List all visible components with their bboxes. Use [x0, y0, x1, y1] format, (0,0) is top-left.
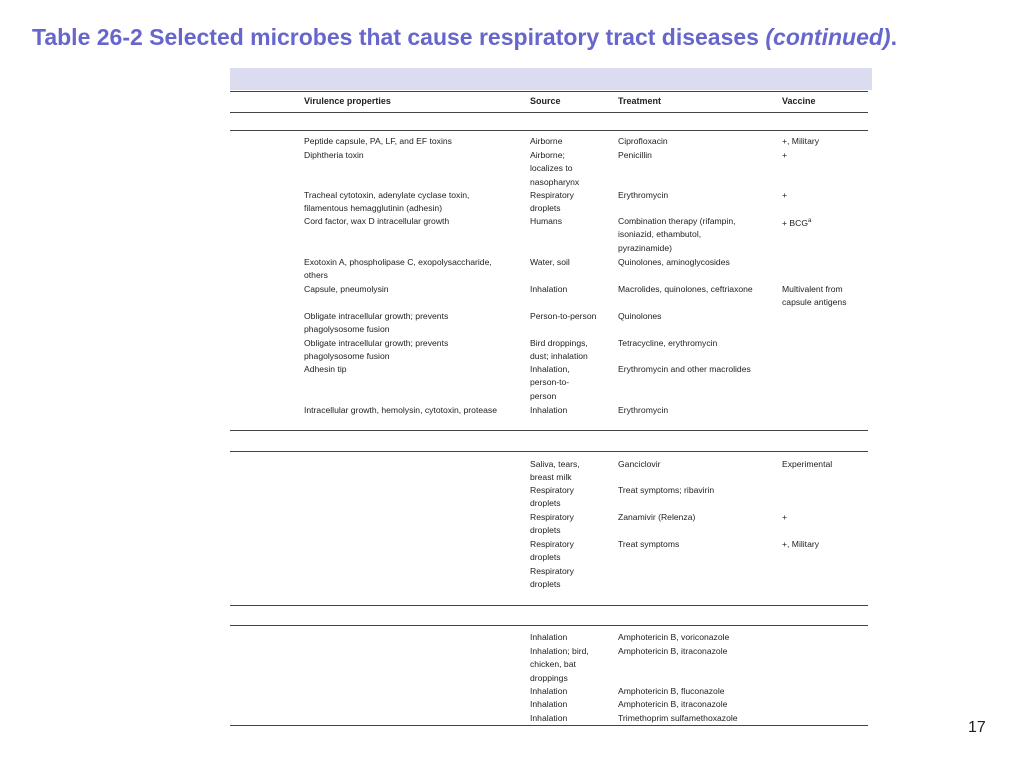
cell-treatment: Amphotericin B, fluconazole	[618, 686, 725, 696]
rule	[230, 451, 868, 452]
rule	[230, 91, 868, 92]
title-period: .	[890, 24, 897, 50]
slide-title	[32, 24, 1012, 51]
cell-source: Inhalation	[530, 699, 568, 709]
cell-virulence: Obligate intracellular growth; prevents phagolysosome fusion	[304, 338, 449, 362]
cell-source: Respiratory droplets	[530, 566, 574, 590]
cell-source: Respiratory droplets	[530, 539, 574, 563]
cell-treatment: Trimethoprim sulfamethoxazole	[618, 713, 738, 723]
cell-treatment: Treat symptoms	[618, 539, 680, 549]
cell-source: Water, soil	[530, 257, 570, 267]
table-image	[230, 68, 872, 728]
cell-virulence: Obligate intracellular growth; prevents phagolysosome fusion	[304, 311, 449, 335]
cell-vaccine	[782, 215, 872, 230]
cell-vaccine: Experimental	[782, 459, 833, 469]
rule	[230, 605, 868, 606]
cell-treatment: Zanamivir (Relenza)	[618, 512, 696, 522]
cell-vaccine: +, Military	[782, 539, 820, 549]
cell-treatment: Amphotericin B, itraconazole	[618, 646, 728, 656]
cell-virulence: Peptide capsule, PA, LF, and EF toxins	[304, 136, 452, 146]
cell-virulence: Tracheal cytotoxin, adenylate cyclase toxin, filamentous hemagglutinin (adhesin)	[304, 190, 470, 214]
cell-source: Inhalation	[530, 686, 568, 696]
cell-virulence: Exotoxin A, phospholipase C, exopolysaccharide, others	[304, 257, 492, 281]
header-source: Source	[530, 96, 561, 106]
cell-vaccine: Multivalent from capsule antigens	[782, 284, 847, 308]
cell-source: Saliva, tears, breast milk	[530, 459, 580, 483]
cell-treatment: Ciprofloxacin	[618, 136, 668, 146]
page-number: 17	[968, 719, 986, 736]
cell-source: Airborne; localizes to nasopharynx	[530, 150, 580, 187]
cell-source: Humans	[530, 216, 562, 226]
rule	[230, 625, 868, 626]
cell-source: Bird droppings, dust; inhalation	[530, 338, 588, 362]
cell-source: Respiratory droplets	[530, 190, 574, 214]
cell-treatment: Treat symptoms; ribavirin	[618, 485, 715, 495]
cell-source: Airborne	[530, 136, 563, 146]
cell-treatment: Erythromycin	[618, 190, 669, 200]
cell-treatment: Erythromycin	[618, 405, 669, 415]
rule	[230, 130, 868, 131]
cell-treatment: Combination therapy (rifampin, isoniazid, ethambutol, pyrazinamide)	[618, 216, 736, 253]
cell-vaccine: +	[782, 190, 788, 200]
cell-source: Inhalation, person-to- person	[530, 364, 570, 401]
cell-virulence: Capsule, pneumolysin	[304, 284, 389, 294]
cell-treatment: Tetracycline, erythromycin	[618, 338, 718, 348]
header-virulence: Virulence properties	[304, 96, 391, 106]
cell-treatment: Ganciclovir	[618, 459, 661, 469]
header-vaccine: Vaccine	[782, 96, 816, 106]
cell-source: Respiratory droplets	[530, 512, 574, 536]
rule	[230, 430, 868, 431]
cell-vaccine: +, Military	[782, 136, 820, 146]
footnote-marker: a	[808, 218, 812, 224]
cell-treatment: Quinolones	[618, 311, 662, 321]
cell-treatment: Amphotericin B, itraconazole	[618, 699, 728, 709]
title-main: Table 26-2 Selected microbes that cause respiratory tract diseases	[32, 24, 766, 50]
cell-treatment: Macrolides, quinolones, ceftriaxone	[618, 284, 753, 294]
cell-source: Person-to-person	[530, 311, 597, 321]
cell-source: Inhalation; bird, chicken, bat droppings	[530, 646, 589, 683]
cell-source: Inhalation	[530, 632, 568, 642]
cell-treatment: Penicillin	[618, 150, 652, 160]
cell-treatment: Amphotericin B, voriconazole	[618, 632, 730, 642]
cell-source: Inhalation	[530, 713, 568, 723]
cell-source: Inhalation	[530, 284, 568, 294]
cell-virulence: Diphtheria toxin	[304, 150, 364, 160]
cell-virulence: Intracellular growth, hemolysin, cytotoxin, protease	[304, 405, 497, 415]
cell-virulence: Cord factor, wax D intracellular growth	[304, 216, 450, 226]
cell-treatment: Quinolones, aminoglycosides	[618, 257, 730, 267]
rule	[230, 112, 868, 113]
cell-source: Inhalation	[530, 405, 568, 415]
cell-vaccine: +	[782, 512, 788, 522]
header-treatment: Treatment	[618, 96, 662, 106]
cell-vaccine-text: + BCG	[782, 217, 809, 228]
title-continued: (continued)	[765, 24, 891, 50]
cell-treatment: Erythromycin and other macrolides	[618, 364, 751, 374]
cell-vaccine: +	[782, 150, 788, 160]
cell-source: Respiratory droplets	[530, 485, 574, 509]
cell-virulence: Adhesin tip	[304, 364, 347, 374]
header-band	[230, 68, 872, 90]
